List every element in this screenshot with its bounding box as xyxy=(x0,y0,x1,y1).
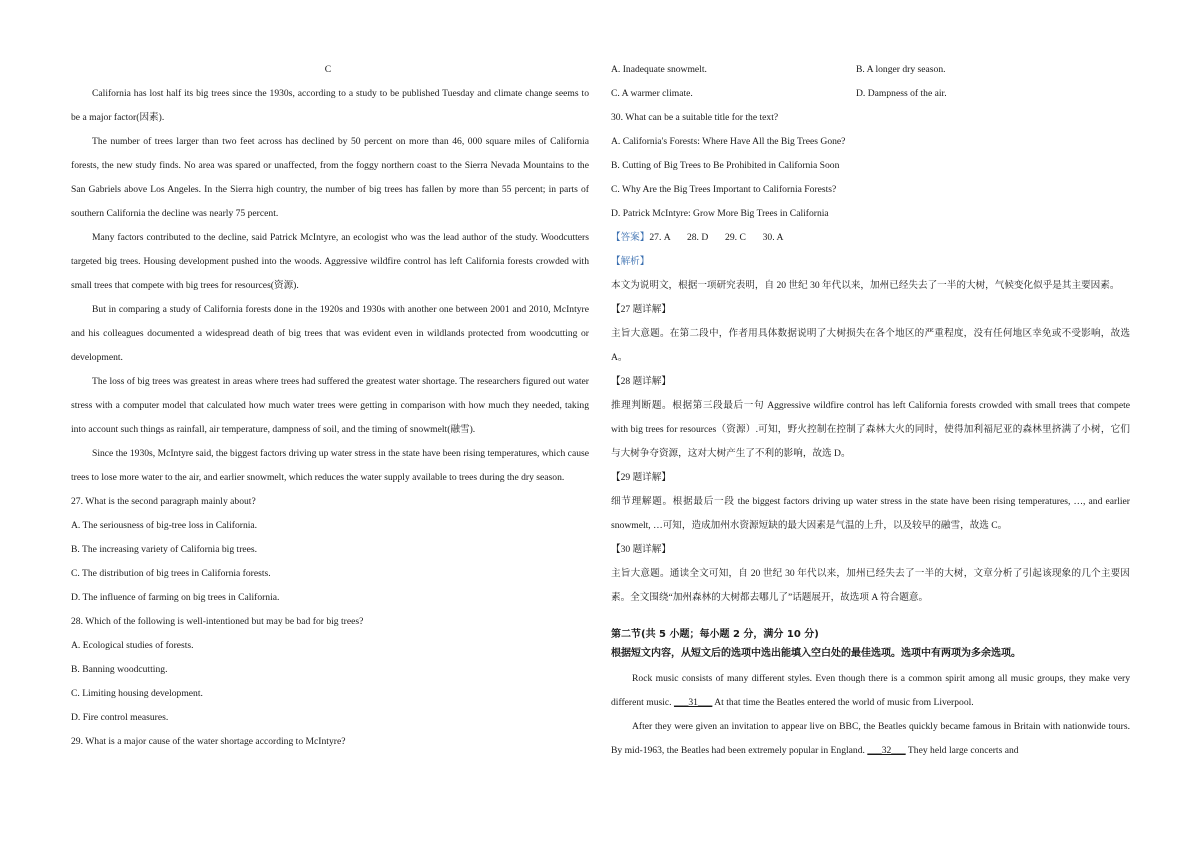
detail-27-label: 【27 题详解】 xyxy=(611,304,671,315)
answer-label: 【答案】 xyxy=(611,232,650,243)
answer-values: 27. A 28. D 29. C 30. A xyxy=(649,232,784,243)
question-30-option-c: C. Why Are the Big Trees Important to California Forests? xyxy=(611,184,837,195)
blank-32: ___32___ xyxy=(867,745,906,756)
detail-29-label: 【29 题详解】 xyxy=(611,472,671,483)
right-column xyxy=(611,58,1130,763)
question-29-option-b: B. A longer dry season. xyxy=(856,64,946,75)
question-27-option-d: D. The influence of farming on big trees in California. xyxy=(71,592,280,603)
passage-paragraph-2: The number of trees larger than two feet across has declined by 50 percent on more than 46, 000 square miles of California forests, the new study finds. No area was spared or unaffected, from the foggy northern coast to the Sierra Nevada Mountains to the San Gabriels above Los Angeles. In the Sierra high country, the number of big trees has fallen by more than 55 percent; in parts of southern California the decline was nearly 75 percent. xyxy=(71,136,589,219)
passage-paragraph-3: Many factors contributed to the decline, said Patrick McIntyre, an ecologist who was the lead author of the study. Woodcutters targeted big trees. Housing development pushed into the woods. Aggressive wildfire control has left California forests crowded with small trees that compete with big trees for resources(资源). xyxy=(71,232,589,291)
question-30-option-a: A. California's Forests: Where Have All the Big Trees Gone? xyxy=(611,136,846,147)
passage-paragraph-6: Since the 1930s, McIntyre said, the biggest factors driving up water stress in the state have been rising temperatures, which cause trees to lose more water to the air, and earlier snowmelt, which reduces the water supply available to trees during the dry season. xyxy=(71,448,589,483)
question-27-option-a: A. The seriousness of big-tree loss in California. xyxy=(71,520,258,531)
detail-27-text: 主旨大意题。在第二段中，作者用具体数据说明了大树损失在各个地区的严重程度，没有任何地区幸免或不受影响，故选 A。 xyxy=(611,328,1130,363)
question-27-option-b: B. The increasing variety of California big trees. xyxy=(71,544,258,555)
question-30-option-d: D. Patrick McIntyre: Grow More Big Trees in California xyxy=(611,208,829,219)
detail-30-label: 【30 题详解】 xyxy=(611,544,671,555)
question-29-option-d: D. Dampness of the air. xyxy=(856,88,947,99)
cloze-text: After they were given an invitation to appear live on BBC, the Beatles quickly became famous in Britain with nationwide tours. By mid-1963, the Beatles had been extremely popular in England. xyxy=(611,721,1130,756)
question-28: 28. Which of the following is well-intentioned but may be bad for big trees? xyxy=(71,616,364,627)
question-28-option-b: B. Banning woodcutting. xyxy=(71,664,168,675)
question-30: 30. What can be a suitable title for the text? xyxy=(611,112,779,123)
detail-28-text: 推理判断题。根据第三段最后一句 Aggressive wildfire control has left California forests crowded with small trees that compete with big trees for resources（资源）.可知，野火控制在控制了森林大火的同时，使得加利福尼亚的森林里挤满了小树，它们与大树争夺资源，这对大树产生了不利的影响，故选 D。 xyxy=(611,400,1130,459)
blank-31: ___31___ xyxy=(673,697,713,708)
question-29-options-row-2 xyxy=(611,82,1130,106)
section-title: 第二节(共 5 小题；每小题 2 分，满分 10 分) xyxy=(611,629,819,640)
passage-paragraph-4: But in comparing a study of California forests done in the 1920s and 1930s with another one between 2001 and 2010, McIntyre and his colleagues documented a widespread death of big trees that was evident even in wildlands protected from woodcutting or development. xyxy=(71,304,589,363)
cloze-text: Rock music consists of many different styles. Even though there is a common spirit among all music groups, they make very different music. xyxy=(611,673,1130,708)
question-29: 29. What is a major cause of the water shortage according to McIntyre? xyxy=(71,736,346,747)
answer-line xyxy=(611,226,1130,250)
cloze-text: At that time the Beatles entered the world of music from Liverpool. xyxy=(712,697,974,708)
question-28-option-a: A. Ecological studies of forests. xyxy=(71,640,194,651)
passage-paragraph-5: The loss of big trees was greatest in areas where trees had suffered the greatest water shortage. The researchers figured out water stress with a computer model that calculated how much water trees were getting in comparison with how much they needed, taking into account such things as rainfall, air temperature, dampness of soil, and the timing of snowmelt(融雪). xyxy=(71,376,589,435)
passage-heading: C xyxy=(324,64,332,75)
cloze-paragraph-2 xyxy=(611,715,1130,763)
cloze-text: They held large concerts and xyxy=(905,745,1019,756)
analysis-label: 【解析】 xyxy=(611,256,650,267)
detail-28-label: 【28 题详解】 xyxy=(611,376,671,387)
cloze-paragraph-1 xyxy=(611,667,1130,715)
spacer xyxy=(611,610,1130,625)
question-29-option-a: A. Inadequate snowmelt. xyxy=(611,64,707,75)
question-30-option-b: B. Cutting of Big Trees to Be Prohibited in California Soon xyxy=(611,160,840,171)
question-27: 27. What is the second paragraph mainly about? xyxy=(71,496,256,507)
question-27-option-c: C. The distribution of big trees in California forests. xyxy=(71,568,271,579)
question-29-option-c: C. A warmer climate. xyxy=(611,88,693,99)
detail-30-text: 主旨大意题。通读全文可知，自 20 世纪 30 年代以来，加州已经失去了一半的大树，文章分析了引起该现象的几个主要因素。全文围绕“加州森林的大树都去哪儿了”话题展开，故选项 A 符合题意。 xyxy=(611,568,1130,603)
section-instructions: 根据短文内容，从短文后的选项中选出能填入空白处的最佳选项。选项中有两项为多余选项。 xyxy=(611,648,1021,659)
detail-29-text: 细节理解题。根据最后一段 the biggest factors driving up water stress in the state have been rising temperatures, …, and earlier snowmelt, …可知，造成加州水资源短缺的最大因素是气温的上升，以及较早的融雪，故选 C。 xyxy=(611,496,1130,531)
question-29-options-row-1 xyxy=(611,58,1130,82)
left-column xyxy=(71,58,589,754)
question-28-option-c: C. Limiting housing development. xyxy=(71,688,203,699)
question-28-option-d: D. Fire control measures. xyxy=(71,712,169,723)
analysis-text: 本文为说明文，根据一项研究表明，自 20 世纪 30 年代以来，加州已经失去了一半的大树，气候变化似乎是其主要因素。 xyxy=(611,280,1120,291)
passage-paragraph-1: California has lost half its big trees since the 1930s, according to a study to be published Tuesday and climate change seems to be a major factor(因素). xyxy=(71,88,589,123)
